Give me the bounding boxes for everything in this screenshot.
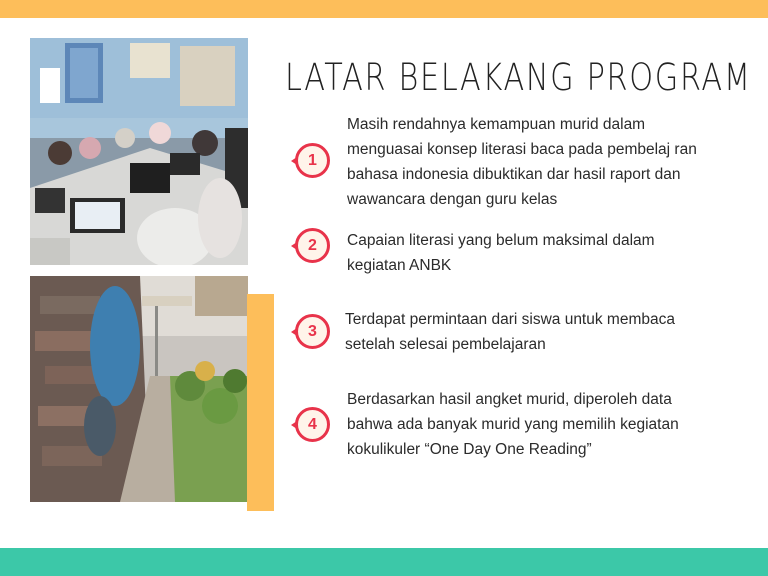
list-item-text: Terdapat permintaan dari siswa untuk membaca setelah selesai pembelajaran	[345, 311, 675, 353]
number-badge: 2	[295, 228, 330, 263]
list-item-text: Berdasarkan hasil angket murid, diperoleh data bahwa ada banyak murid yang memilih kegiatan kokulikuler “One Day One Reading”	[347, 391, 679, 458]
list-item-text: Capaian literasi yang belum maksimal dalam kegiatan ANBK	[347, 232, 655, 274]
bottom-accent-bar	[0, 548, 768, 576]
photo-school-garden-path	[30, 276, 248, 502]
list-item-text: Masih rendahnya kemampuan murid dalam menguasai konsep literasi baca pada pembelaj ran bahasa indonesia dibuktikan dar hasil raport dan wawancara dengan guru kelas	[347, 116, 697, 208]
top-accent-bar	[0, 0, 768, 18]
number-badge: 1	[295, 143, 330, 178]
number-badge: 3	[295, 314, 330, 349]
side-accent-bar	[247, 294, 274, 511]
number-badge: 4	[295, 407, 330, 442]
slide-title: LATAR BELAKANG PROGRAM	[285, 56, 752, 99]
photo-computer-lab	[30, 38, 248, 265]
